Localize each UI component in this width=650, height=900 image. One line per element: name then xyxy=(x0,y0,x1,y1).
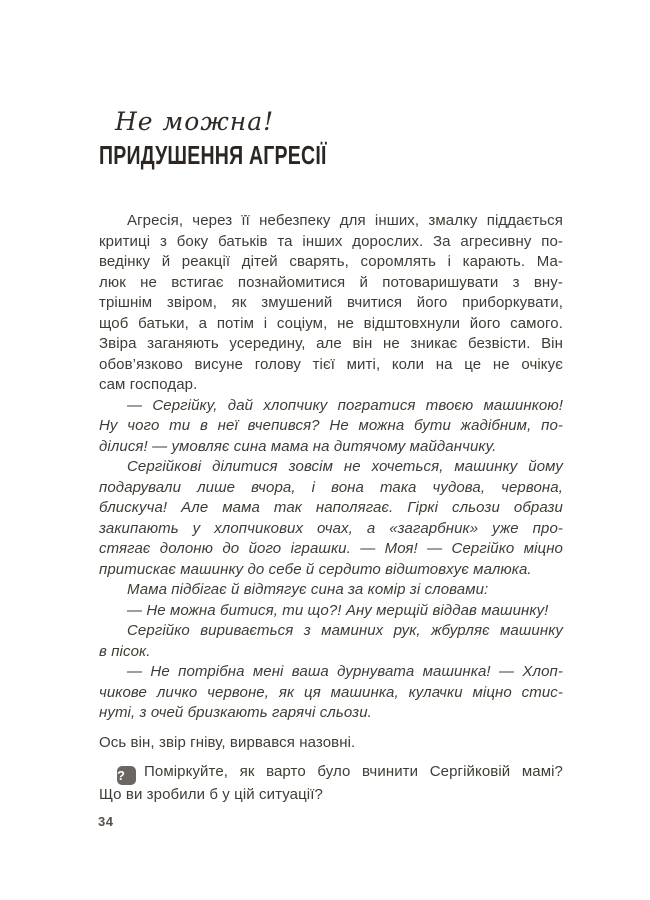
text-line: Ну чого ти в неї вчепився? Не можна бути жадібним, по- xyxy=(99,417,563,434)
text-line: — Не можна битися, ти що?! Ану мерщій віддав машинку! xyxy=(127,601,549,619)
paragraph xyxy=(99,211,563,396)
text-line: — Не потрібна мені ваша дурнувата машинка! — Хлоп- xyxy=(127,663,563,680)
text-line: подарували лише вчора, і вона така чудова, червона, xyxy=(99,478,563,496)
text-line: Що ви зробили б у цій ситуації? xyxy=(99,786,323,803)
paragraph xyxy=(99,762,563,806)
body-text xyxy=(99,211,563,806)
question-mark-icon: ? xyxy=(117,766,136,785)
page-title: ПРИДУШЕННЯ АГРЕСІЇ xyxy=(99,140,327,170)
text-line: в пісок. xyxy=(99,642,151,660)
text-line: ? Поміркуйте, як варто було вчинити Сергійковій мамі? xyxy=(117,763,563,783)
text-line: стягає долоню до його іграшки. — Моя! — Сергійко міцно xyxy=(99,540,563,557)
page-number: 34 xyxy=(98,814,114,829)
text-line: критиці з боку батьків та інших дорослих. За агресивну по- xyxy=(99,232,563,250)
paragraph xyxy=(99,396,563,458)
text-line: Ось він, звір гніву, вирвався назовні. xyxy=(99,733,356,751)
paragraph xyxy=(99,621,563,662)
text-line: сам господар. xyxy=(99,376,198,393)
paragraph xyxy=(99,733,563,754)
text-line: чикове личко червоне, як ця машинка, кулачки міцно стис- xyxy=(99,683,563,701)
paragraph xyxy=(99,601,563,622)
text-line: люк не встигає познайомитися й потоваришувати з вну- xyxy=(99,273,563,291)
text-line: ділися! — умовляє сина мама на дитячому майданчику. xyxy=(99,437,497,455)
paragraph xyxy=(99,457,563,580)
text-line: Мама підбігає й відтягує сина за комір зі словами: xyxy=(127,581,489,598)
text-line: — Сергійку, дай хлопчику погратися твоєю машинкою! xyxy=(127,396,563,414)
text-line: трішнім звіром, як змушений вчитися його приборкувати, xyxy=(99,294,563,311)
text-line: притискає машинку до себе й сердито відштовхує малюка. xyxy=(99,560,532,578)
paragraph xyxy=(99,662,563,724)
text-line: Сергійко виривається з маминих рук, жбурляє машинку xyxy=(127,622,563,639)
text-line: обов’язково висуне голову тієї миті, коли на це не очікує xyxy=(99,355,563,373)
text-line: закипають у хлопчикових очах, а «загарбник» уже про- xyxy=(99,519,563,537)
text-line: Агресія, через її небезпеку для інших, змалку піддається xyxy=(127,212,563,229)
text-line: блискуча! Але мама так наполягає. Гіркі сльози образи xyxy=(99,499,563,516)
text-line: щоб батьки, а потім і соціум, не відштовхнули його самого. xyxy=(99,314,563,332)
text-line: ведінку й реакції дітей сварять, соромлять і карають. Ма- xyxy=(99,253,563,270)
page-content xyxy=(99,108,563,806)
text-line: Звіра заганяють усередину, але він не зникає безвісти. Він xyxy=(99,335,563,352)
script-heading: Не можна! xyxy=(115,107,275,136)
text-line: Сергійкові ділитися зовсім не хочеться, машинку йому xyxy=(127,458,563,475)
text-line: нуті, з очей бризкають гарячі сльози. xyxy=(99,704,372,721)
paragraph xyxy=(99,580,563,601)
